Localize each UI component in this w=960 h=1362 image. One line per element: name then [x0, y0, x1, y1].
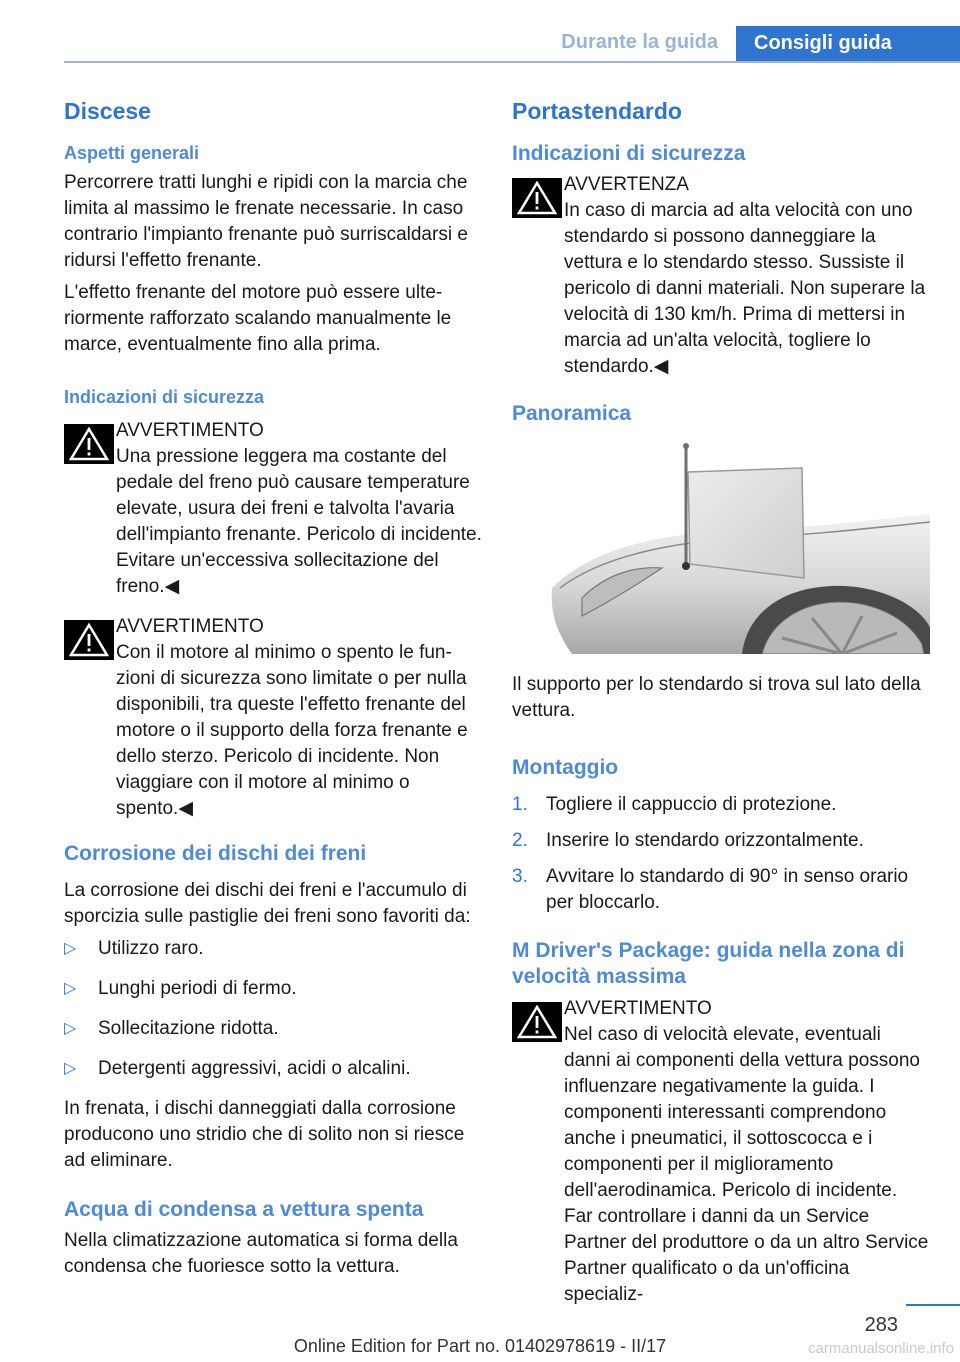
- heading-panoramica: Panoramica: [512, 402, 632, 425]
- warning-text: Nel caso di velocità elevate, eventuali danni ai componenti della vettura possono influenzare negativamente la guida. I componenti interessanti comprendono anche i pneumatici, il sottoscocca e i componenti per il miglioramento dell'aerodinamica. Pericolo di incidente. Far controllare i danni da un Service Partner del produttore o da un altro Service Partner qualificato o da un'officina specializ-: [564, 1024, 929, 1305]
- heading-discese: Discese: [64, 98, 151, 124]
- list-item: ▷ Detergenti aggressivi, acidi o alcalini.: [64, 1056, 482, 1082]
- heading-portastendardo: Portastendardo: [512, 98, 682, 124]
- list-item: ▷ Sollecitazione ridotta.: [64, 1016, 482, 1042]
- heading-indicazioni-sicurezza: Indicazioni di sicurezza: [64, 387, 265, 407]
- warning-block-1: [64, 418, 482, 600]
- paragraph-frenata: In frenata, i dischi danneggiati dalla corrosione producono uno stridio che di solito non si riesce ad eliminare.: [64, 1098, 465, 1171]
- warning-block-2: [64, 614, 482, 822]
- heading-indicazioni-sicurezza-right: Indicazioni di sicurezza: [512, 142, 746, 165]
- page-header: [0, 0, 960, 62]
- paragraph-corrosione: La corrosione dei dischi dei freni e l'accumulo di sporcizia sulle pastiglie dei freni sono favoriti da:: [64, 880, 471, 927]
- triangle-right-icon: ▷: [64, 1060, 77, 1077]
- heading-condensa: Acqua di condensa a vettura spenta: [64, 1198, 424, 1221]
- bullet-list: [64, 936, 482, 1082]
- warning-title: AVVERTIMENTO: [116, 616, 264, 637]
- warning-title: AVVERTIMENTO: [116, 420, 264, 441]
- footer-rule: [906, 1304, 960, 1306]
- list-item: 1. Togliere il cappuccio di protezione.: [512, 794, 837, 815]
- warning-triangle-icon: [64, 620, 114, 660]
- list-item: ▷ Utilizzo raro.: [64, 936, 482, 962]
- right-column: [512, 96, 930, 1322]
- triangle-right-icon: ▷: [64, 980, 77, 997]
- heading-corrosione: Corrosione dei dischi dei freni: [64, 842, 367, 865]
- warning-triangle-icon: [512, 1002, 562, 1042]
- paragraph-supporto: Il supporto per lo stendardo si trova sul lato della vettura.: [512, 674, 921, 721]
- paragraph-condensa: Nella climatizzazione automatica si forma della condensa che fuoriesce sotto la vettura.: [64, 1230, 458, 1277]
- page-number: 283: [864, 1314, 898, 1336]
- flag-holder-illustration: [512, 438, 930, 654]
- watermark: carmanualsonline.info: [808, 1340, 954, 1357]
- paragraph-discese-1: Percorrere tratti lunghi e ripidi con la marcia che limita al massimo le frenate necessarie. In caso contrario l'impianto frenante può surriscaldarsi e ridursi l'effetto frenante.: [64, 172, 468, 271]
- warning-triangle-icon: [512, 178, 562, 218]
- paragraph-discese-2: L'effetto frenante del motore può essere ulteriormente rafforzato scalando manualmente le marce, eventualmente fino alla prima.: [64, 282, 452, 355]
- header-section[interactable]: Durante la guida: [561, 31, 718, 53]
- heading-montaggio: Montaggio: [512, 756, 619, 779]
- warning-triangle-icon: [64, 424, 114, 464]
- steps-list: [512, 792, 930, 916]
- triangle-right-icon: ▷: [64, 1020, 77, 1037]
- warning-block-4: [512, 996, 930, 1308]
- triangle-right-icon: ▷: [64, 940, 77, 957]
- warning-block-3: [512, 172, 930, 380]
- warning-title: AVVERTENZA: [564, 174, 689, 195]
- warning-title: AVVERTIMENTO: [564, 998, 712, 1019]
- left-column: [64, 96, 482, 1286]
- heading-m-drivers-package: M Driver's Package: guida nella zona di velocità massima: [512, 939, 905, 988]
- warning-text: Con il motore al minimo o spento le funzioni di sicurezza sono limitate o per nulla disponibili, tra queste l'effetto frenante del motore o il supporto della forza frenante e dello sterzo. Pericolo di incidente. Non viaggiare con il motore al minimo o spento.◀: [116, 642, 468, 819]
- heading-aspetti-generali: Aspetti generali: [64, 143, 200, 163]
- header-rule: [64, 61, 960, 63]
- edition-note: Online Edition for Part no. 01402978619 - II/17: [293, 1336, 667, 1356]
- list-item: 3. Avvitare lo standardo di 90° in senso orario per bloccarlo.: [512, 866, 909, 913]
- list-item: ▷ Lunghi periodi di fermo.: [64, 976, 482, 1002]
- warning-text: In caso di marcia ad alta velocità con uno stendardo si possono danneggiare la vettura e lo stendardo stesso. Sussiste il pericolo di danni materiali. Non superare la velocità di 130 km/h. Prima di mettersi in marcia ad un'alta velocità, togliere lo stendardo.◀: [564, 200, 926, 377]
- warning-text: Una pressione leggera ma costante del pedale del freno può causare temperature elevate, usura dei freni e talvolta l'avaria dell'impianto frenante. Pericolo di incidente. Evitare un'eccessiva sollecitazione del freno.◀: [116, 446, 482, 597]
- header-chapter-tab[interactable]: Consigli guida: [736, 26, 960, 62]
- list-item: 2. Inserire lo stendardo orizzontalmente.: [512, 830, 864, 851]
